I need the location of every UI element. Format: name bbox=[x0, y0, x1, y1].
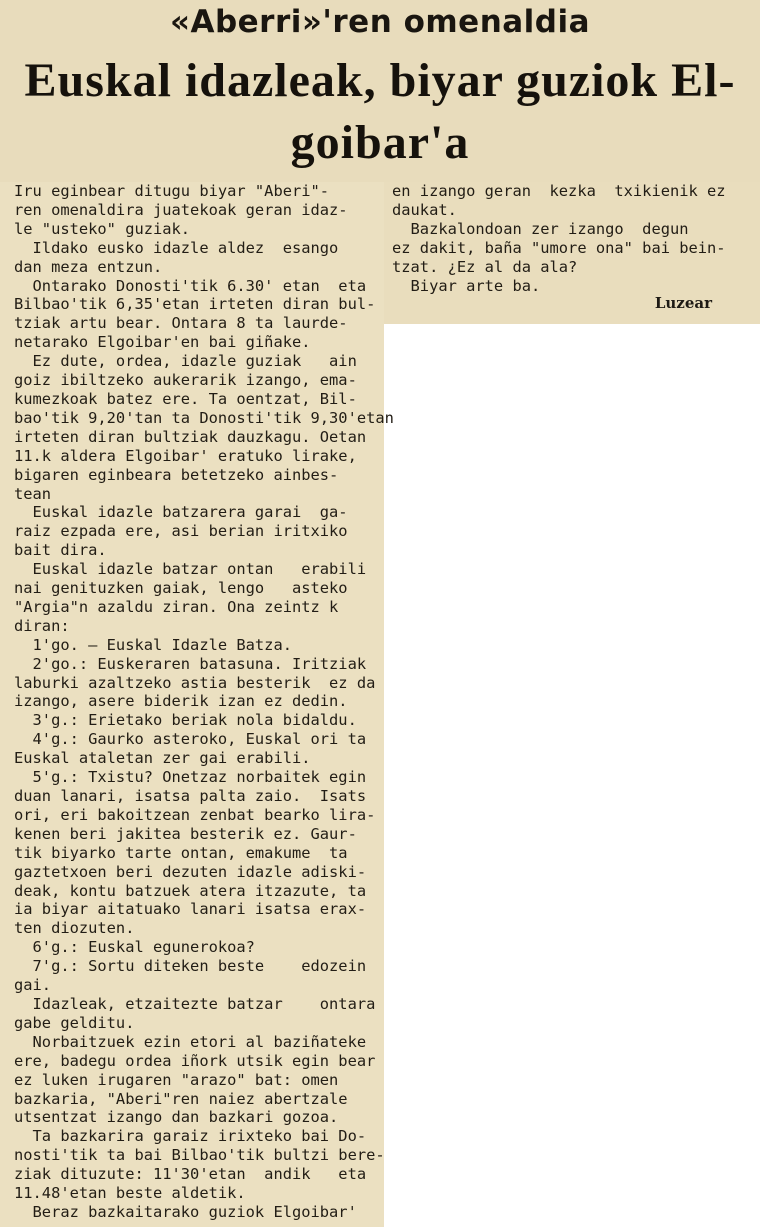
article-line: gai. bbox=[14, 976, 52, 995]
article-line: Bilbao'tik 6,35'etan irteten diran bul- bbox=[14, 295, 376, 314]
article-line: ziak dituzute: 11'30'etan andik eta bbox=[14, 1165, 367, 1184]
article-line: utsentzat izango dan bazkari gozoa. bbox=[14, 1108, 339, 1127]
article-line: 11.48'etan beste aldetik. bbox=[14, 1184, 246, 1203]
article-line: en izango geran kezka txikienik ez bbox=[392, 182, 726, 200]
article-line: raiz ezpada ere, asi berian iritxiko bbox=[14, 522, 348, 541]
article-line: diran: bbox=[14, 616, 70, 635]
article-body-left bbox=[14, 182, 394, 1222]
article-line: 3'g.: Erietako beriak nola bidaldu. bbox=[14, 711, 357, 730]
article-line: tik biyarko tarte ontan, emakume ta bbox=[14, 843, 348, 862]
kicker-title: «Aberri»'ren omenaldia bbox=[169, 4, 591, 40]
article-line: ren omenaldira juatekoak geran idaz- bbox=[14, 200, 348, 219]
article-line: dan meza entzun. bbox=[14, 257, 163, 276]
article-line: Norbaitzuek ezin etori al baziñateke bbox=[14, 1032, 367, 1051]
article-line: tean bbox=[14, 484, 52, 503]
article-line: 5'g.: Txistu? Onetzaz norbaitek egin bbox=[14, 768, 367, 787]
article-line: bait dira. bbox=[14, 541, 107, 560]
article-line: Bazkalondoan zer izango degun bbox=[392, 219, 689, 238]
header-area bbox=[0, 0, 760, 182]
article-line: Iru eginbear ditugu biyar "Aberi"- bbox=[14, 182, 330, 200]
article-line: 2'go.: Euskeraren batasuna. Iritziak bbox=[14, 654, 367, 673]
article-line: tziak artu bear. Ontara 8 ta laurde- bbox=[14, 314, 348, 333]
article-line: Euskal idazle batzarera garai ga- bbox=[14, 503, 348, 522]
article-line: ere, badegu ordea iñork utsik egin bear bbox=[14, 1051, 376, 1070]
article-line: "Argia"n azaldu ziran. Ona zeintz k bbox=[14, 597, 339, 616]
article-line: bazkaria, "Aberi"ren naiez abertzale bbox=[14, 1089, 348, 1108]
article-line: goiz ibiltzeko aukerarik izango, ema- bbox=[14, 371, 357, 390]
article-line: Ta bazkarira garaiz irixteko bai Do- bbox=[14, 1127, 367, 1146]
article-line: Idazleak, etzaitezte batzar ontara bbox=[14, 994, 376, 1013]
article-line: irteten diran bultziak dauzkagu. Oetan bbox=[14, 427, 367, 446]
article-line: Ildako eusko idazle aldez esango bbox=[14, 238, 339, 257]
article-line: 7'g.: Sortu diteken beste edozein bbox=[14, 957, 367, 976]
article-column-left bbox=[0, 182, 394, 1227]
headline-line-1: Euskal idazleak, biyar guziok El- bbox=[24, 54, 736, 107]
article-line: Ez dute, ordea, idazle guziak ain bbox=[14, 352, 357, 371]
article-line: nosti'tik ta bai Bilbao'tik bultzi bere- bbox=[14, 1146, 385, 1165]
article-line: Ontarako Donosti'tik 6.30' etan eta bbox=[14, 276, 367, 295]
article-line: gabe gelditu. bbox=[14, 1013, 135, 1032]
article-line: kumezkoak batez ere. Ta oentzat, Bil- bbox=[14, 389, 357, 408]
article-line: daukat. bbox=[392, 200, 457, 219]
article-line: ez dakit, baña "umore ona" bai bein- bbox=[392, 238, 726, 257]
author-signature: Luzear bbox=[654, 294, 712, 312]
article-body-right bbox=[392, 182, 750, 295]
article-line: gaztetxoen beri dezuten idazle adiski- bbox=[14, 862, 367, 881]
article-line: duan lanari, isatsa palta zaio. Isats bbox=[14, 787, 367, 805]
article-line: kenen beri jakitea besterik ez. Gaur- bbox=[14, 824, 357, 843]
article-line: 4'g.: Gaurko asteroko, Euskal ori ta bbox=[14, 730, 367, 749]
article-line: netarako Elgoibar'en bai giñake. bbox=[14, 333, 311, 352]
article-line: ori, eri bakoitzean zenbat bearko lira- bbox=[14, 805, 376, 824]
article-line: 1'go. — Euskal Idazle Batza. bbox=[14, 635, 292, 654]
article-line: nai genituzken gaiak, lengo asteko bbox=[14, 579, 348, 598]
article-line: Beraz bazkaitarako guziok Elgoibar' bbox=[14, 1202, 357, 1221]
article-line: ia biyar aitatuako lanari isatsa erax- bbox=[14, 900, 367, 919]
headline-line-2: goibar'a bbox=[290, 116, 470, 169]
article-column-right bbox=[388, 182, 760, 324]
article-line: Euskal ataletan zer gai erabili. bbox=[14, 749, 311, 768]
headline bbox=[10, 50, 750, 174]
article-line: tzat. ¿Ez al da ala? bbox=[392, 257, 578, 276]
article-line: 6'g.: Euskal egunerokoa? bbox=[14, 938, 255, 957]
article-line: 11.k aldera Elgoibar' eratuko lirake, bbox=[14, 446, 357, 465]
article-line: bao'tik 9,20'tan ta Donosti'tik 9,30'etan bbox=[14, 408, 394, 427]
article-line: deak, kontu batzuek atera itzazute, ta bbox=[14, 881, 367, 900]
article-line: Euskal idazle batzar ontan erabili bbox=[14, 560, 367, 579]
article-line: Biyar arte ba. bbox=[392, 276, 541, 295]
article-line: izango, asere biderik izan ez dedin. bbox=[14, 692, 348, 711]
article-line: le "usteko" guziak. bbox=[14, 219, 191, 238]
article-line: ez luken irugaren "arazo" bat: omen bbox=[14, 1070, 339, 1089]
article-line: ten diozuten. bbox=[14, 919, 135, 938]
article-line: bigaren eginbeara betetzeko ainbes- bbox=[14, 465, 339, 484]
article-line: laburki azaltzeko astia besterik ez da bbox=[14, 673, 376, 692]
